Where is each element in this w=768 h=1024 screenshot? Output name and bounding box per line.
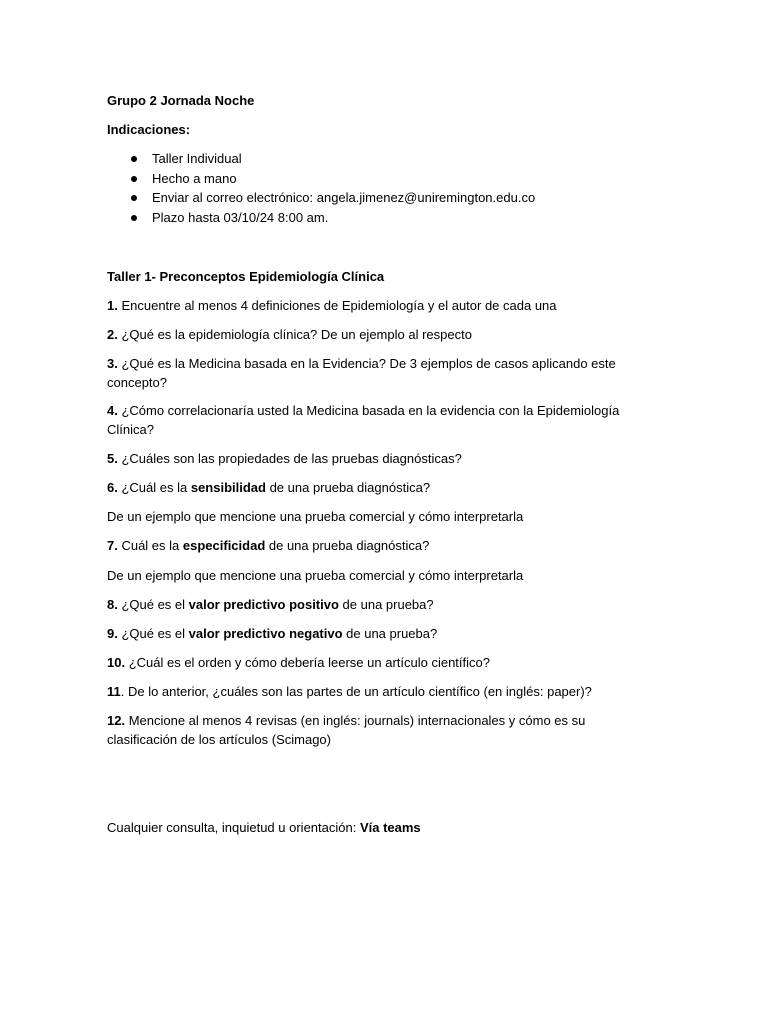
indications-list <box>107 149 535 228</box>
list-item: Taller Individual <box>107 149 535 169</box>
question-3: 3. ¿Qué es la Medicina basada en la Evidencia? De 3 ejemplos de casos aplicando este concepto? <box>107 356 616 390</box>
bullet-icon <box>131 156 137 162</box>
footer-contact: Cualquier consulta, inquietud u orientación: Vía teams <box>107 820 421 835</box>
indications-title: Indicaciones: <box>107 122 191 137</box>
question-5: 5. ¿Cuáles son las propiedades de las pruebas diagnósticas? <box>107 451 462 466</box>
bullet-icon <box>131 195 137 201</box>
question-7: 7. Cuál es la especificidad de una prueba diagnóstica? <box>107 538 430 553</box>
question-6: 6. ¿Cuál es la sensibilidad de una prueba diagnóstica? <box>107 480 431 495</box>
list-item: Plazo hasta 03/10/24 8:00 am. <box>107 208 535 228</box>
question-7-note: De un ejemplo que mencione una prueba comercial y cómo interpretarla <box>107 568 524 583</box>
question-4: 4. ¿Cómo correlacionaría usted la Medicina basada en la evidencia con la Epidemiología Clínica? <box>107 403 620 437</box>
list-item: Hecho a mano <box>107 169 535 189</box>
question-12: 12. Mencione al menos 4 revisas (en inglés: journals) internacionales y cómo es su clasificación de los artículos (Scimago) <box>107 713 586 747</box>
question-9: 9. ¿Qué es el valor predictivo negativo de una prueba? <box>107 626 438 641</box>
question-8: 8. ¿Qué es el valor predictivo positivo de una prueba? <box>107 597 434 612</box>
question-11: 11. De lo anterior, ¿cuáles son las partes de un artículo científico (en inglés: paper)? <box>107 684 592 699</box>
question-6-note: De un ejemplo que mencione una prueba comercial y cómo interpretarla <box>107 509 524 524</box>
question-2: 2. ¿Qué es la epidemiología clínica? De un ejemplo al respecto <box>107 327 472 342</box>
question-1: 1. Encuentre al menos 4 definiciones de Epidemiología y el autor de cada una <box>107 298 557 313</box>
list-item: Enviar al correo electrónico: angela.jimenez@uniremington.edu.co <box>107 188 535 208</box>
bullet-icon <box>131 176 137 182</box>
bullet-icon <box>131 215 137 221</box>
group-heading: Grupo 2 Jornada Noche <box>107 93 255 108</box>
question-10: 10. ¿Cuál es el orden y cómo debería leerse un artículo científico? <box>107 655 490 670</box>
workshop-title: Taller 1- Preconceptos Epidemiología Clínica <box>107 269 385 284</box>
